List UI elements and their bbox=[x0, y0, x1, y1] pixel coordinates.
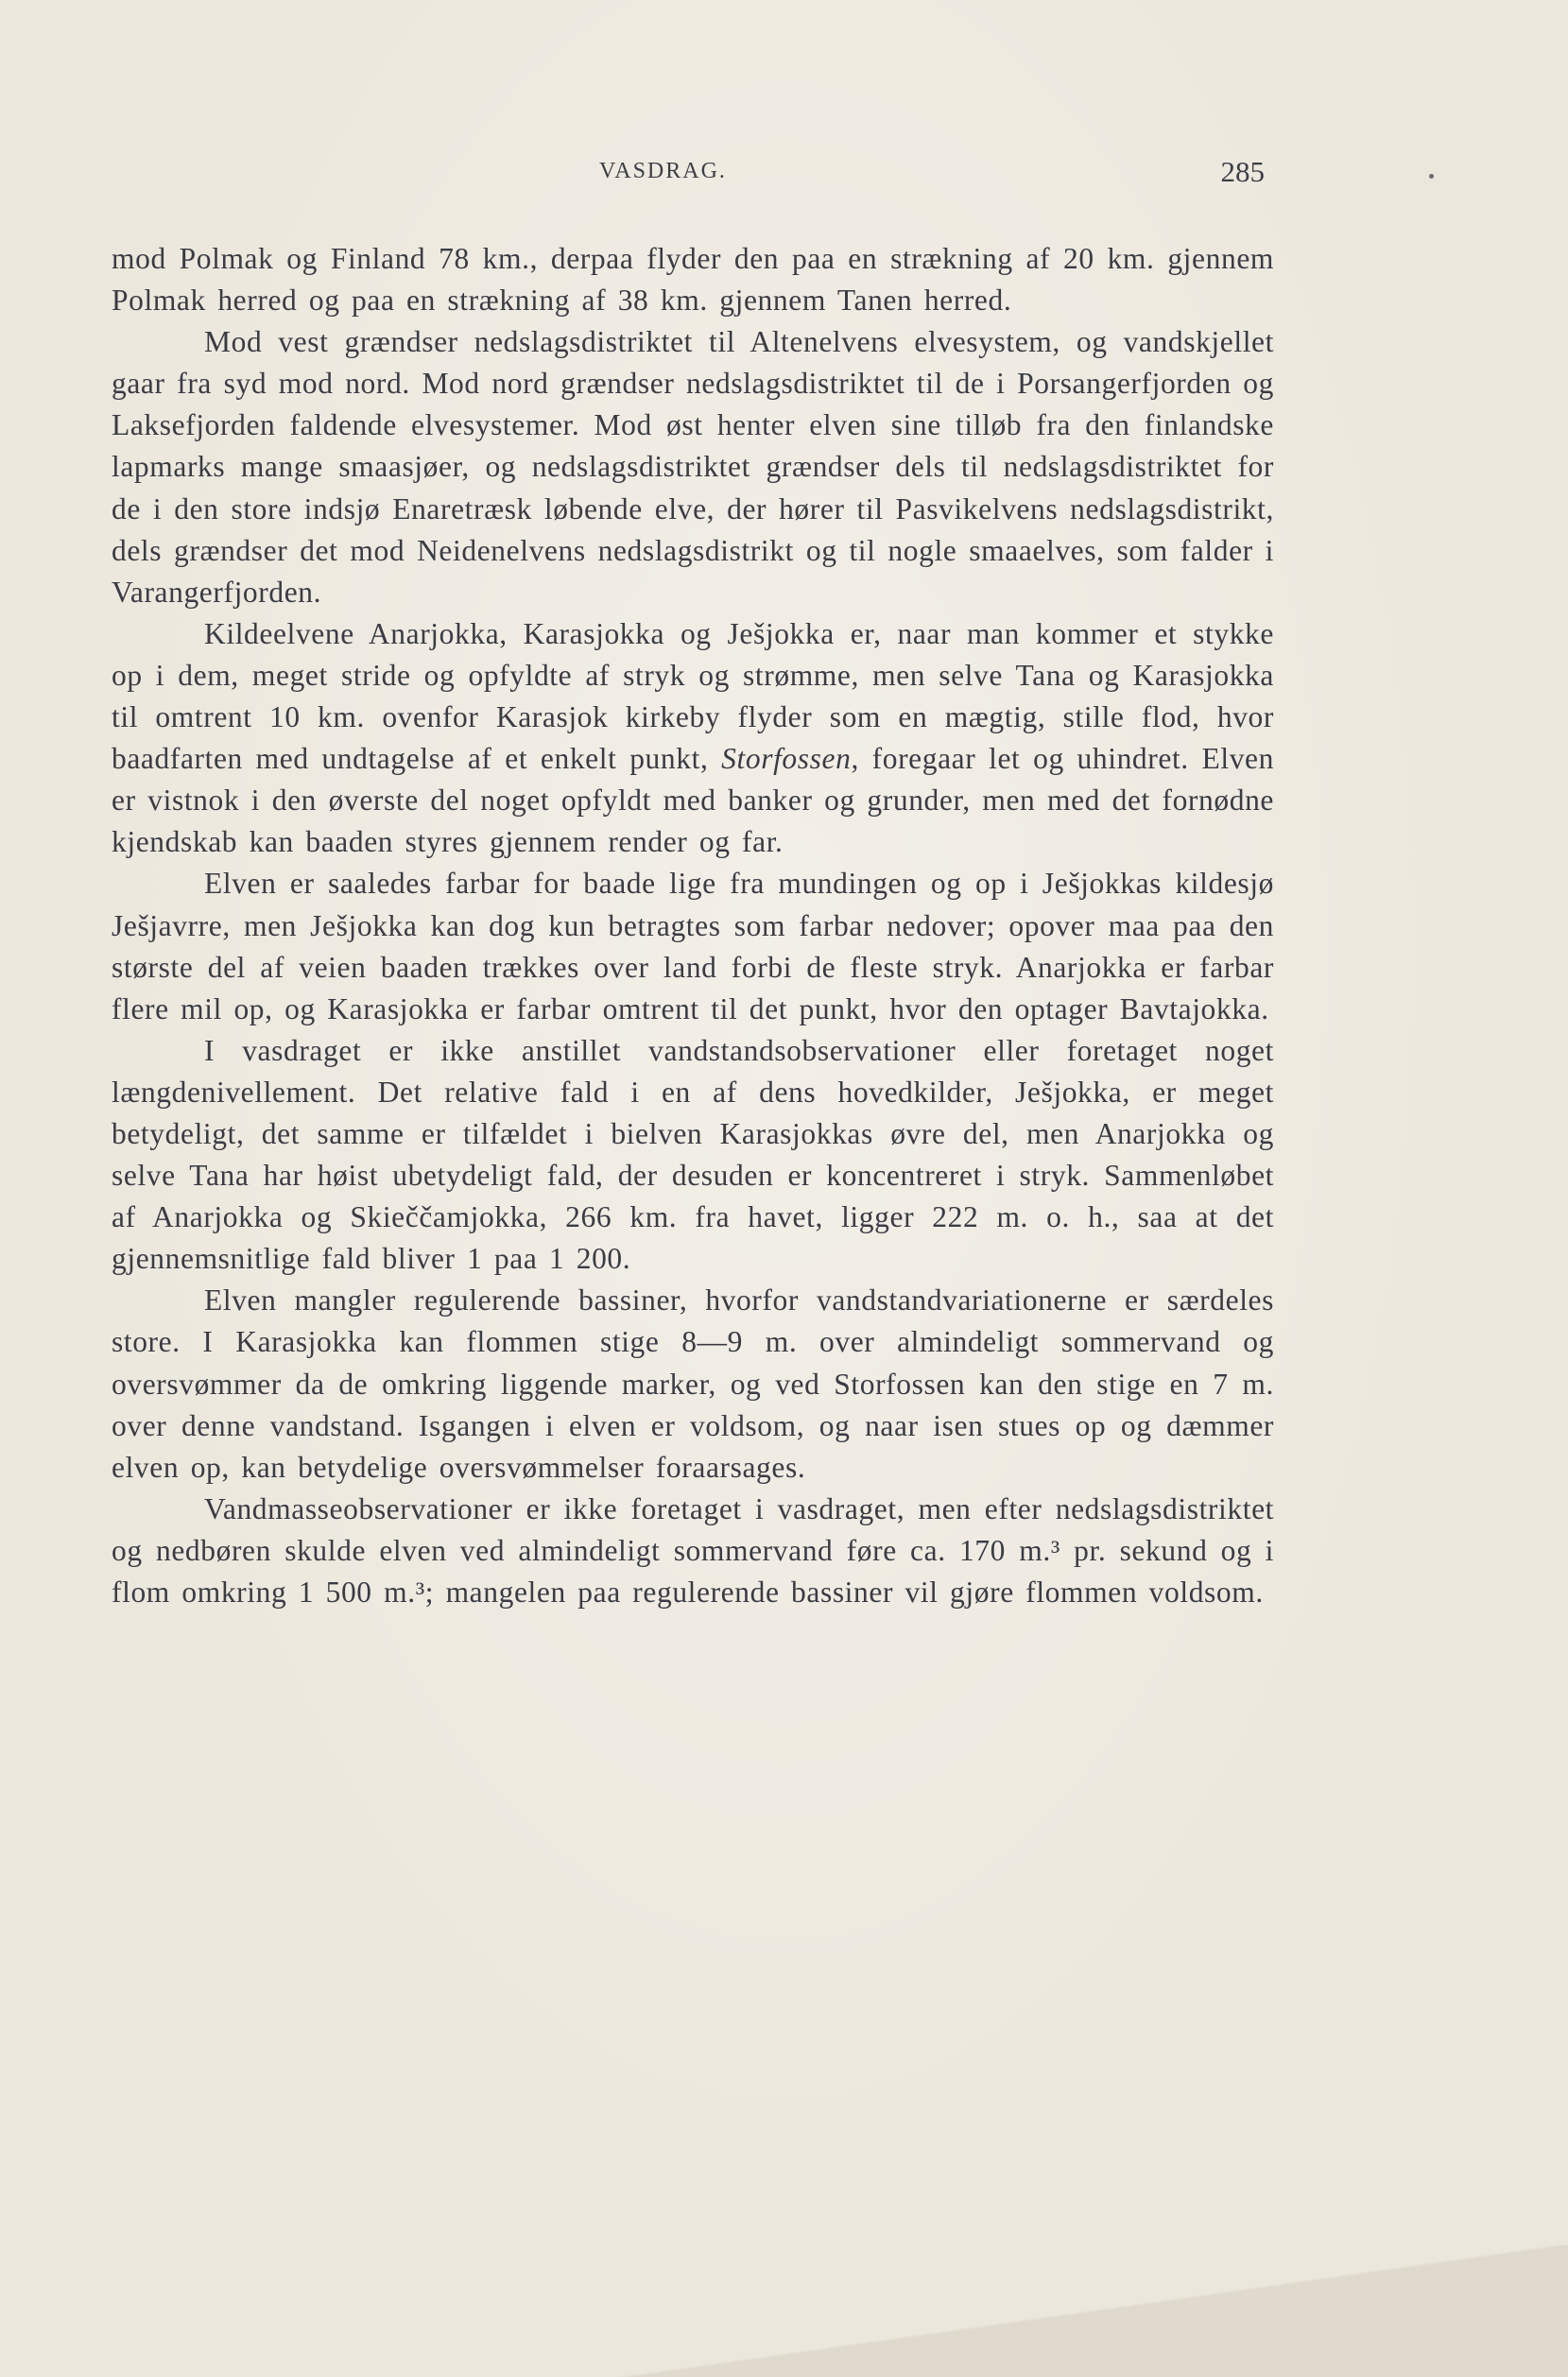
text-run: Elven er saaledes farbar for baade lige fra mundingen og op i Ješjokkas kildesjø Ješjavrre, men Ješjokka kan dog kun betragtes som farbar nedover; opover maa paa den største del af veien baaden trækkes over land forbi de fleste stryk. Anarjokka er farbar flere mil op, og Karasjokka er farbar omtrent til det punkt, hvor den optager Bavtajokka. bbox=[112, 867, 1274, 1025]
text-run: Vandmasseobservationer er ikke foretaget i vasdraget, men efter nedslagsdistriktet og nedbøren skulde elven ved almindeligt sommervand føre ca. 170 m.³ pr. sekund og i flom omkring 1 500 m.³; mangelen paa regulerende bassiner vil gjøre flommen voldsom. bbox=[112, 1491, 1274, 1609]
paragraph bbox=[112, 863, 1274, 1029]
text-run: I vasdraget er ikke anstillet vandstandsobservationer eller foretaget noget længdenivellement. Det relative fald i en af dens hovedkilder, Ješjokka, er meget betydeligt, det samme er tilfældet i bielven Karasjokkas øvre del, men Anarjokka og selve Tana har høist ubetydeligt fald, der desuden er koncentreret i stryk. Sammenløbet af Anarjokka og Skieččamjokka, 266 km. fra havet, ligger 222 m. o. h., saa at det gjennemsnitlige fald bliver 1 paa 1 200. bbox=[112, 1033, 1274, 1276]
running-title: VASDRAG. bbox=[599, 159, 727, 183]
text-run: , foregaar let og uhindret. Elven er vistnok i den øverste del noget opfyldt med banker og grunder, men med det fornødne kjendskab kan baaden styres gjennem render og far. bbox=[112, 742, 1274, 859]
paragraph bbox=[112, 321, 1274, 613]
text-run: mod Polmak og Finland 78 km., derpaa flyder den paa en strækning af 20 km. gjennem Polmak herred og paa en strækning af 38 km. gjennem Tanen herred. bbox=[112, 242, 1274, 318]
body-text bbox=[112, 238, 1274, 1613]
paragraph bbox=[112, 1030, 1274, 1281]
italic-place-name: Storfossen bbox=[721, 742, 852, 776]
paragraph bbox=[112, 238, 1274, 321]
text-run: Mod vest grændser nedslagsdistriktet til Altenelvens elvesystem, og vandskjellet gaar fra syd mod nord. Mod nord grændser nedslagsdistriktet til de i Porsangerfjorden og Laksefjorden faldende elvesystemer. Mod øst henter elven sine tilløb fra den finlandske lapmarks mange smaasjøer, og nedslagsdistriktet grændser dels til nedslagsdistriktet for de i den store indsjø Enaretræsk løbende elve, der hører til Pasvikelvens nedslagsdistrikt, dels grændser det mod Neidenelvens nedslagsdistrikt og til nogle smaaelves, som falder i Varangerfjorden. bbox=[112, 325, 1274, 609]
page-number: 285 bbox=[1220, 155, 1265, 188]
page-corner-shadow bbox=[387, 2245, 1568, 2377]
paragraph bbox=[112, 1280, 1274, 1488]
paragraph bbox=[112, 613, 1274, 864]
text-run: Kildeelvene Anarjokka, Karasjokka og Ješjokka er, naar man kommer et stykke op i dem, meget stride og opfyldte af stryk og strømme, men selve Tana og Karasjokka til omtrent 10 km. ovenfor Karasjok kirkeby flyder som en mægtig, stille flod, hvor baadfarten med undtagelse af et enkelt punkt, bbox=[112, 616, 1274, 776]
ink-speck bbox=[1429, 174, 1434, 179]
paragraph bbox=[112, 1489, 1274, 1613]
text-run: Elven mangler regulerende bassiner, hvorfor vandstandvariationerne er særdeles store. I Karasjokka kan flommen stige 8—9 m. over almindeligt sommervand og oversvømmer da de omkring liggende marker, og ved Storfossen kan den stige en 7 m. over denne vandstand. Isgangen i elven er voldsom, og naar isen stues op og dæmmer elven op, kan betydelige oversvømmelser foraarsages. bbox=[112, 1283, 1274, 1484]
page-header bbox=[117, 155, 1268, 197]
